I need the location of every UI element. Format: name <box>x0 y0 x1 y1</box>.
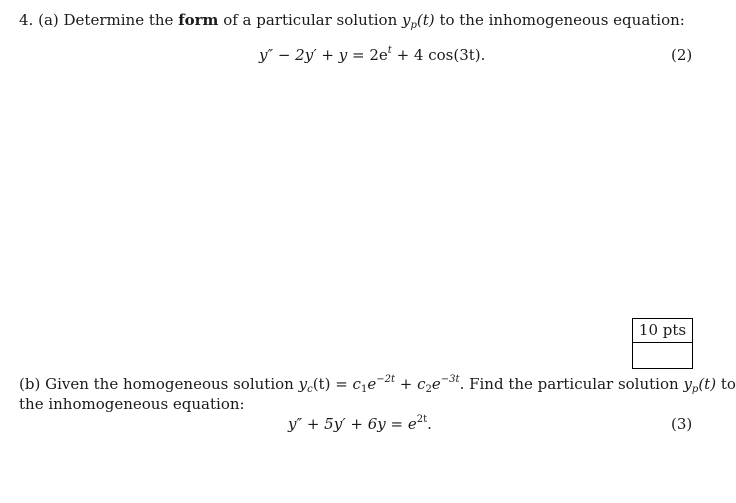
equation-b-lhs: y″ + 5y′ + 6y <box>288 415 386 433</box>
plus-sign: + <box>396 46 410 64</box>
points-b: (3) <box>671 415 693 433</box>
c2-term: $c_2e^{-3t}$ <box>417 374 460 395</box>
yp-symbol-b: $y_p(t)$ <box>683 375 717 395</box>
equals-sign: = <box>351 46 365 64</box>
prompt-text: Determine the <box>63 11 174 29</box>
equation-a-term1: $2e^t$ <box>369 45 392 64</box>
bold-form: form <box>178 11 219 29</box>
prompt-text-2: of a particular solution <box>223 11 398 29</box>
points-a: (2) <box>671 46 693 64</box>
question-a-prompt <box>19 10 685 30</box>
equation-b <box>288 414 432 434</box>
part-b-label: (b) <box>19 375 41 393</box>
part-a-label: (a) <box>38 11 59 29</box>
question-number: 4. <box>19 11 34 29</box>
prompt-b-text: Given the homogeneous solution <box>45 375 294 393</box>
equals-sign-b: = <box>390 415 404 433</box>
prompt-text-3: to the inhomogeneous equation: <box>439 11 685 29</box>
prompt-b-text-2: . Find the particular solution <box>459 375 679 393</box>
prompt-b-text-3: to <box>720 375 736 393</box>
score-box-label: 10 pts <box>638 321 687 339</box>
question-b-prompt-line1 <box>19 374 736 394</box>
equation-b-rhs: $e^{2t}$. <box>407 414 432 433</box>
score-box-field <box>632 342 693 369</box>
c1-term: $c_1e^{-2t}$ <box>352 374 395 395</box>
question-b-prompt-line2: the inhomogeneous equation: <box>19 395 245 413</box>
plus-sign-b: + <box>399 375 413 393</box>
equation-a-term2: 4 cos(3t). <box>413 46 486 64</box>
equation-a-lhs: y″ − 2y′ + y <box>259 46 348 64</box>
equation-a <box>259 45 485 65</box>
yc-arg: (t) = <box>312 375 348 393</box>
yp-symbol: $y_p(t)$ <box>402 11 435 31</box>
yc-symbol: $y_c$ <box>298 375 313 395</box>
